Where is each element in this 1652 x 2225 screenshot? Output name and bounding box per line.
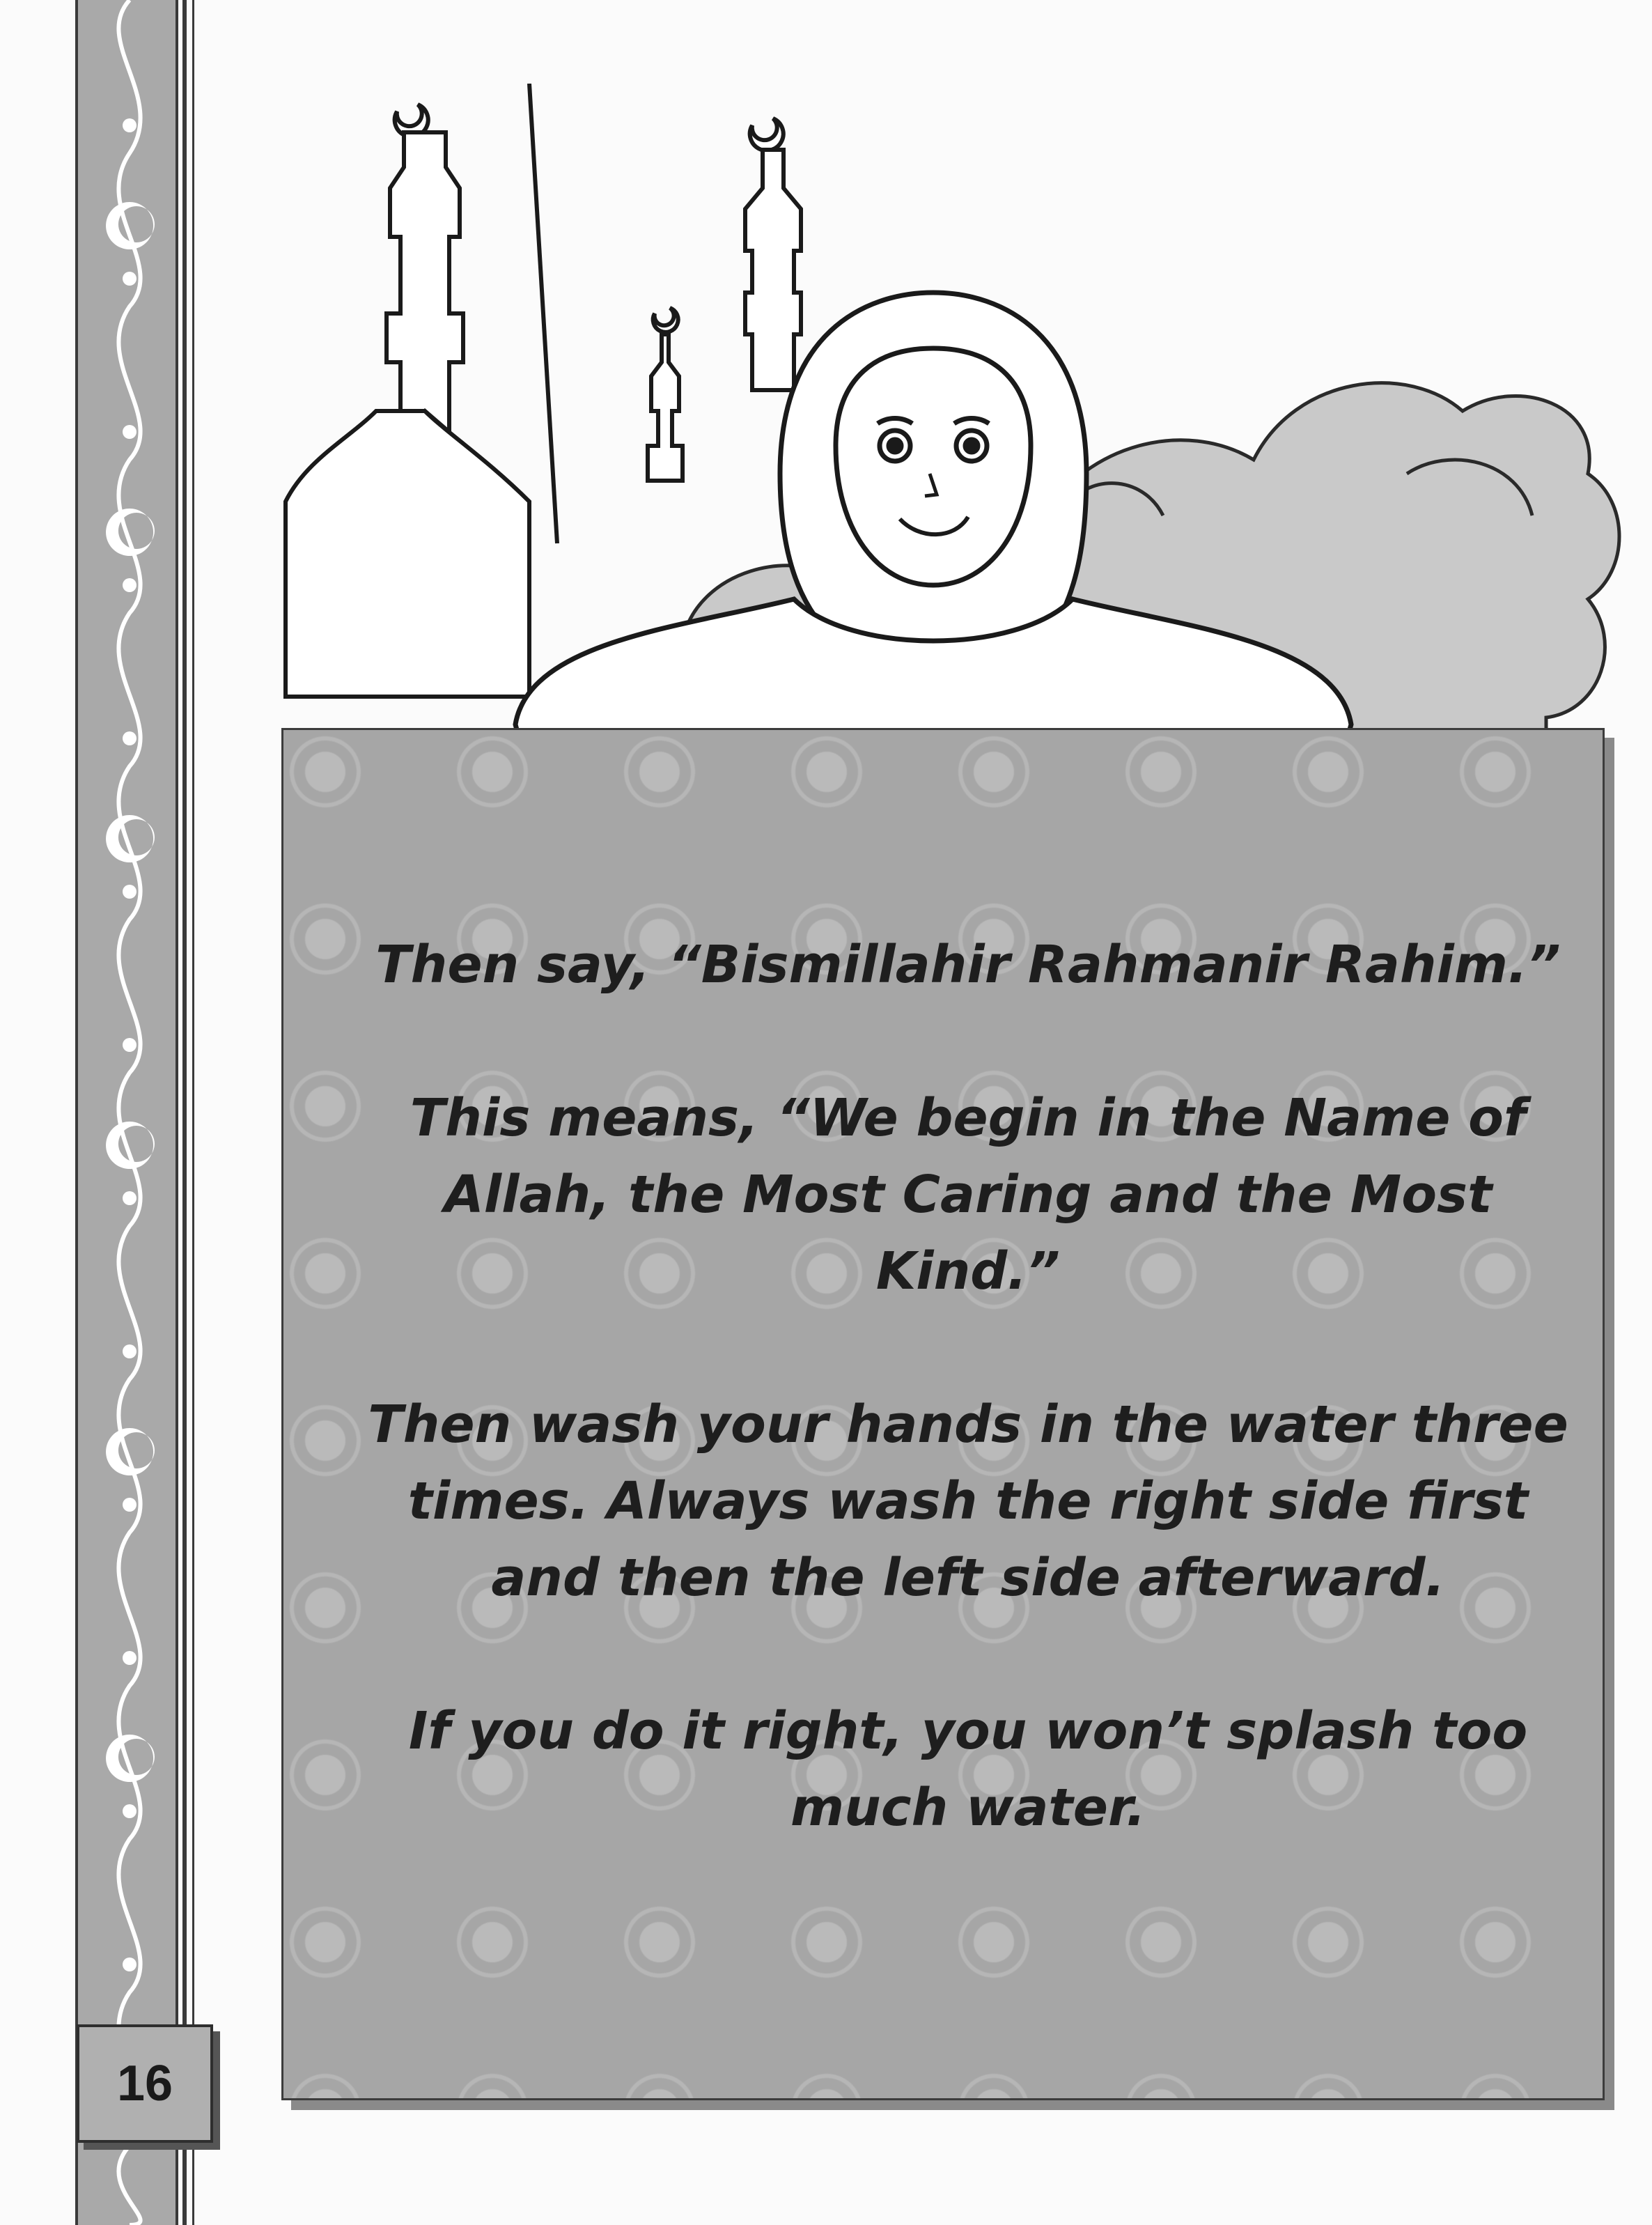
page-number: 16 [116,2056,173,2111]
decorative-border [75,0,178,2225]
paragraph-splash: If you do it right, you won’t splash too much water. [408,1701,1528,1838]
border-rule-thin [192,0,194,2225]
page-number-box [77,2024,213,2143]
instruction-text [362,927,1574,1923]
paragraph-bismillah: Then say, “Bismillahir Rahmanir Rahim.” [375,935,1561,995]
paragraph-wash-hands: Then wash your hands in the water three times. Always wash the right side first and then the left side afterward. [368,1395,1568,1608]
crescent-swirl-pattern-icon [78,0,181,2225]
paragraph-meaning: This means, “We begin in the Name of Allah, the Most Caring and the Most Kind.” [410,1088,1527,1301]
border-rule [182,0,187,2225]
